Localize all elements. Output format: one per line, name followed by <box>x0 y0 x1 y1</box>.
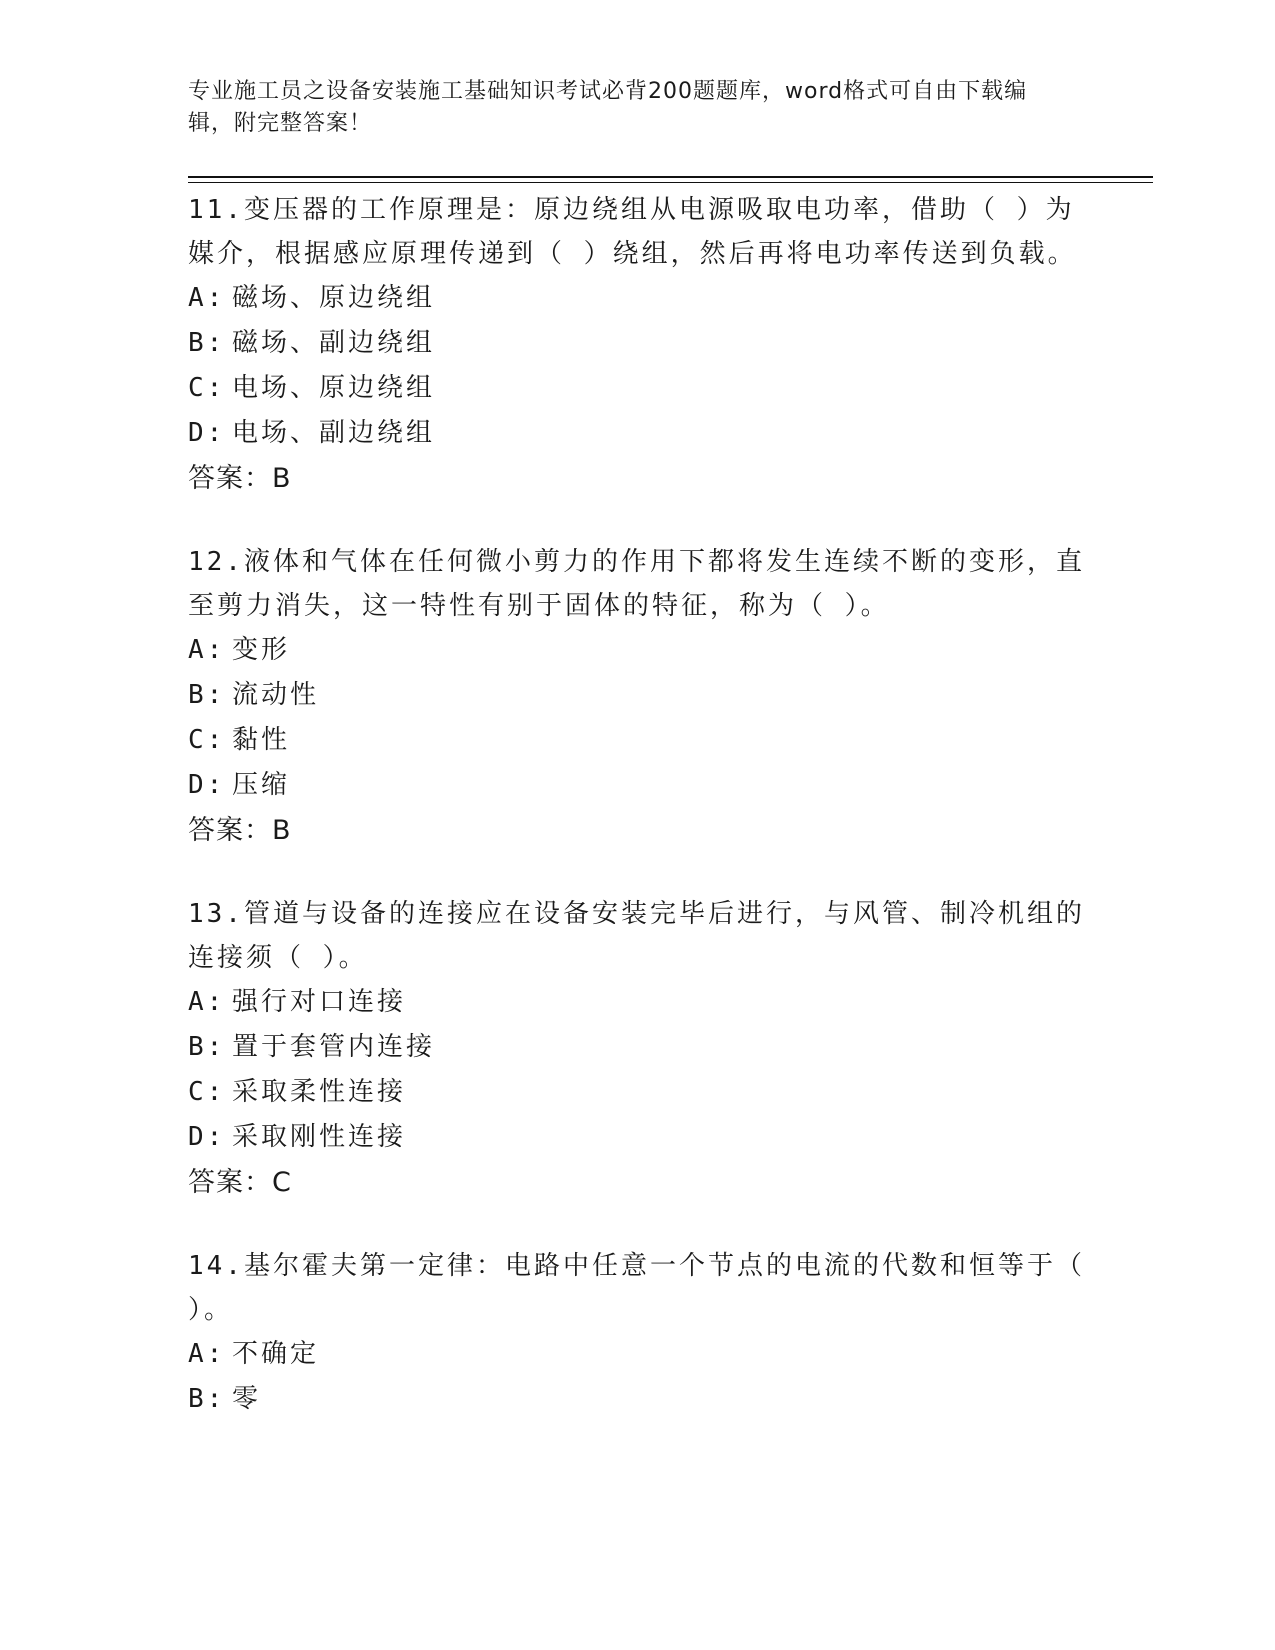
option-text: 不确定 <box>232 1339 320 1369</box>
option-text: 压缩 <box>232 770 291 800</box>
option-a <box>188 276 1088 321</box>
option-a <box>188 1332 1088 1377</box>
question-text: 14.基尔霍夫第一定律：电路中任意一个节点的电流的代数和恒等于（ ）。 <box>188 1251 1085 1325</box>
option-letter: A: <box>188 987 226 1017</box>
answer-line: 答案：B <box>188 463 292 494</box>
question-11 <box>188 188 1088 502</box>
option-letter: B: <box>188 1384 226 1414</box>
answer-line: 答案：B <box>188 815 292 846</box>
option-b <box>188 1025 1088 1070</box>
option-text: 采取柔性连接 <box>232 1077 407 1107</box>
option-text: 采取刚性连接 <box>232 1122 407 1152</box>
question-text: 13.管道与设备的连接应在设备安装完毕后进行，与风管、制冷机组的连接须（ ）。 <box>188 899 1085 973</box>
option-d <box>188 1115 1088 1160</box>
option-d <box>188 411 1088 456</box>
document-header: 专业施工员之设备安装施工基础知识考试必背200题题库，word格式可自由下载编辑，附完整答案！ <box>188 79 1028 136</box>
option-b <box>188 673 1088 718</box>
option-letter: C: <box>188 725 226 755</box>
question-list <box>188 188 1088 1460</box>
option-b <box>188 1377 1088 1422</box>
option-letter: A: <box>188 283 226 313</box>
option-text: 黏性 <box>232 725 291 755</box>
option-a <box>188 980 1088 1025</box>
option-letter: C: <box>188 1077 226 1107</box>
option-text: 零 <box>232 1384 262 1414</box>
option-letter: A: <box>188 635 226 665</box>
question-14 <box>188 1244 1088 1422</box>
option-text: 强行对口连接 <box>232 987 407 1017</box>
option-text: 置于套管内连接 <box>232 1032 436 1062</box>
option-text: 磁场、副边绕组 <box>232 328 436 358</box>
option-letter: A: <box>188 1339 226 1369</box>
header-divider-thin <box>188 182 1153 183</box>
option-d <box>188 763 1088 808</box>
answer-line: 答案：C <box>188 1167 292 1198</box>
option-letter: D: <box>188 770 226 800</box>
question-text: 11.变压器的工作原理是：原边绕组从电源吸取电功率，借助（ ）为媒介，根据感应原理传递到（ ）绕组，然后再将电功率传送到负载。 <box>188 195 1077 269</box>
option-b <box>188 321 1088 366</box>
option-a <box>188 628 1088 673</box>
option-text: 电场、副边绕组 <box>232 418 436 448</box>
option-text: 变形 <box>232 635 291 665</box>
option-c <box>188 1070 1088 1115</box>
question-13 <box>188 892 1088 1206</box>
option-text: 流动性 <box>232 680 320 710</box>
option-c <box>188 366 1088 411</box>
option-letter: C: <box>188 373 226 403</box>
question-12 <box>188 540 1088 854</box>
option-letter: B: <box>188 680 226 710</box>
option-letter: D: <box>188 1122 226 1152</box>
option-letter: D: <box>188 418 226 448</box>
option-c <box>188 718 1088 763</box>
option-text: 磁场、原边绕组 <box>232 283 436 313</box>
question-text: 12.液体和气体在任何微小剪力的作用下都将发生连续不断的变形，直至剪力消失，这一特性有别于固体的特征，称为（ ）。 <box>188 547 1085 621</box>
option-letter: B: <box>188 1032 226 1062</box>
option-letter: B: <box>188 328 226 358</box>
option-text: 电场、原边绕组 <box>232 373 436 403</box>
header-divider-thick <box>188 176 1153 178</box>
